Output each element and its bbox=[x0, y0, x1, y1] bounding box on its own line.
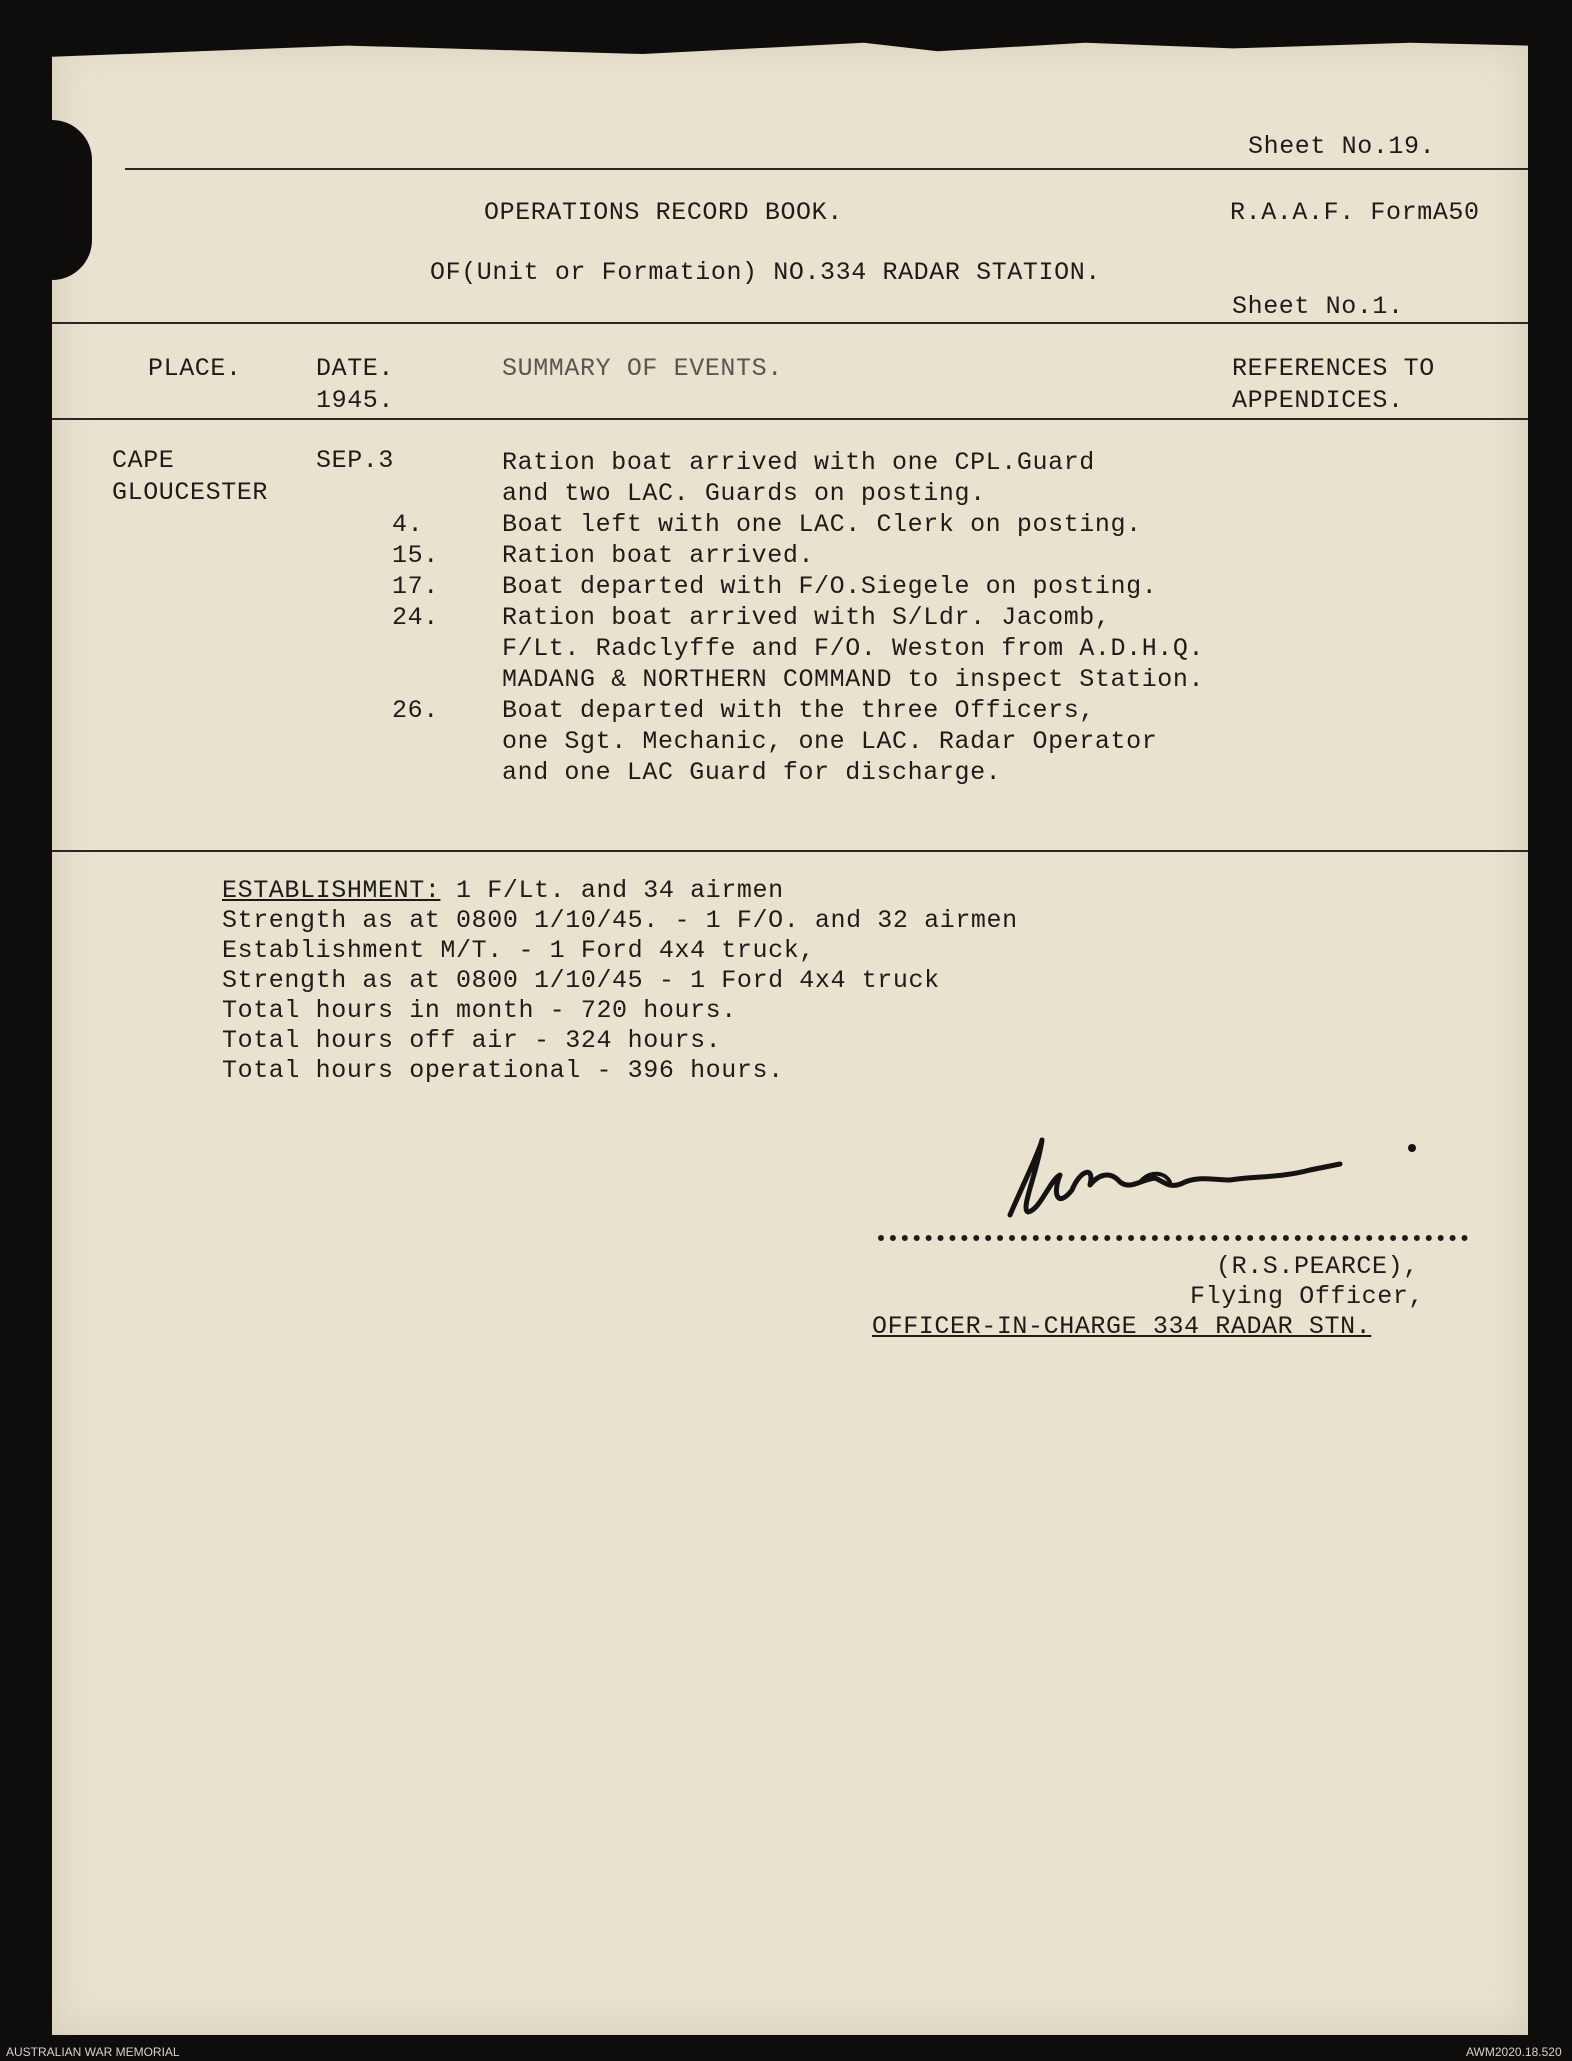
document-title: OPERATIONS RECORD BOOK. bbox=[484, 198, 843, 227]
header-rule-middle bbox=[52, 322, 1528, 324]
entry-date: 17. bbox=[392, 572, 439, 601]
footer-source: AUSTRALIAN WAR MEMORIAL bbox=[6, 2045, 180, 2059]
entry-line: MADANG & NORTHERN COMMAND to inspect Station. bbox=[502, 665, 1205, 694]
entry-date: 15. bbox=[392, 541, 439, 570]
entry-line: and one LAC Guard for discharge. bbox=[502, 758, 1002, 787]
entry-line: Ration boat arrived. bbox=[502, 541, 815, 570]
sheet-number-1: Sheet No.1. bbox=[1232, 292, 1404, 321]
entry-date: 26. bbox=[392, 696, 439, 725]
summary-line: Total hours in month - 720 hours. bbox=[222, 996, 737, 1025]
punch-hole-top bbox=[52, 120, 92, 280]
column-references-1: REFERENCES TO bbox=[1232, 354, 1435, 383]
establishment-label: ESTABLISHMENT: bbox=[222, 876, 441, 905]
entry-line: Ration boat arrived with S/Ldr. Jacomb, bbox=[502, 603, 1111, 632]
signatory-rank: Flying Officer, bbox=[1190, 1282, 1425, 1311]
column-date: DATE. bbox=[316, 354, 395, 383]
header-rule-bottom bbox=[52, 418, 1528, 420]
summary-line: Total hours operational - 396 hours. bbox=[222, 1056, 784, 1085]
entry-line: Ration boat arrived with one CPL.Guard bbox=[502, 448, 1095, 477]
entry-line: and two LAC. Guards on posting. bbox=[502, 479, 986, 508]
summary-line: Establishment M/T. - 1 Ford 4x4 truck, bbox=[222, 936, 815, 965]
establishment-line bbox=[222, 876, 784, 905]
signature-dotted-line bbox=[878, 1235, 1468, 1241]
entry-line: Boat left with one LAC. Clerk on posting. bbox=[502, 510, 1142, 539]
summary-line: Total hours off air - 324 hours. bbox=[222, 1026, 722, 1055]
entry-date: SEP.3 bbox=[316, 446, 395, 475]
entry-line: Boat departed with the three Officers, bbox=[502, 696, 1095, 725]
unit-line: OF(Unit or Formation) NO.334 RADAR STATION. bbox=[430, 258, 1101, 287]
signatory-role: OFFICER-IN-CHARGE 334 RADAR STN. bbox=[872, 1312, 1372, 1341]
establishment-value: 1 F/Lt. and 34 airmen bbox=[440, 876, 784, 905]
handwritten-signature bbox=[980, 1120, 1440, 1230]
entry-line: one Sgt. Mechanic, one LAC. Radar Operator bbox=[502, 727, 1158, 756]
header-rule-top bbox=[125, 168, 1528, 170]
place-line-1: CAPE bbox=[112, 446, 175, 475]
column-place: PLACE. bbox=[148, 354, 242, 383]
sheet-number-top: Sheet No.19. bbox=[1248, 132, 1436, 161]
column-year: 1945. bbox=[316, 386, 395, 415]
entry-line: Boat departed with F/O.Siegele on posting. bbox=[502, 572, 1158, 601]
column-references-2: APPENDICES. bbox=[1232, 386, 1404, 415]
entry-line: F/Lt. Radclyffe and F/O. Weston from A.D.H.Q. bbox=[502, 634, 1205, 663]
entry-date: 4. bbox=[392, 510, 424, 539]
summary-line: Strength as at 0800 1/10/45. - 1 F/O. and 32 airmen bbox=[222, 906, 1018, 935]
entry-date: 24. bbox=[392, 603, 439, 632]
summary-line: Strength as at 0800 1/10/45 - 1 Ford 4x4 truck bbox=[222, 966, 940, 995]
footer-accession: AWM2020.18.520 bbox=[1466, 2045, 1562, 2059]
column-summary: SUMMARY OF EVENTS. bbox=[502, 354, 783, 383]
signatory-name: (R.S.PEARCE), bbox=[1216, 1252, 1419, 1281]
place-line-2: GLOUCESTER bbox=[112, 478, 269, 507]
form-number: R.A.A.F. FormA50 bbox=[1230, 198, 1480, 227]
entries-rule-bottom bbox=[52, 850, 1528, 852]
